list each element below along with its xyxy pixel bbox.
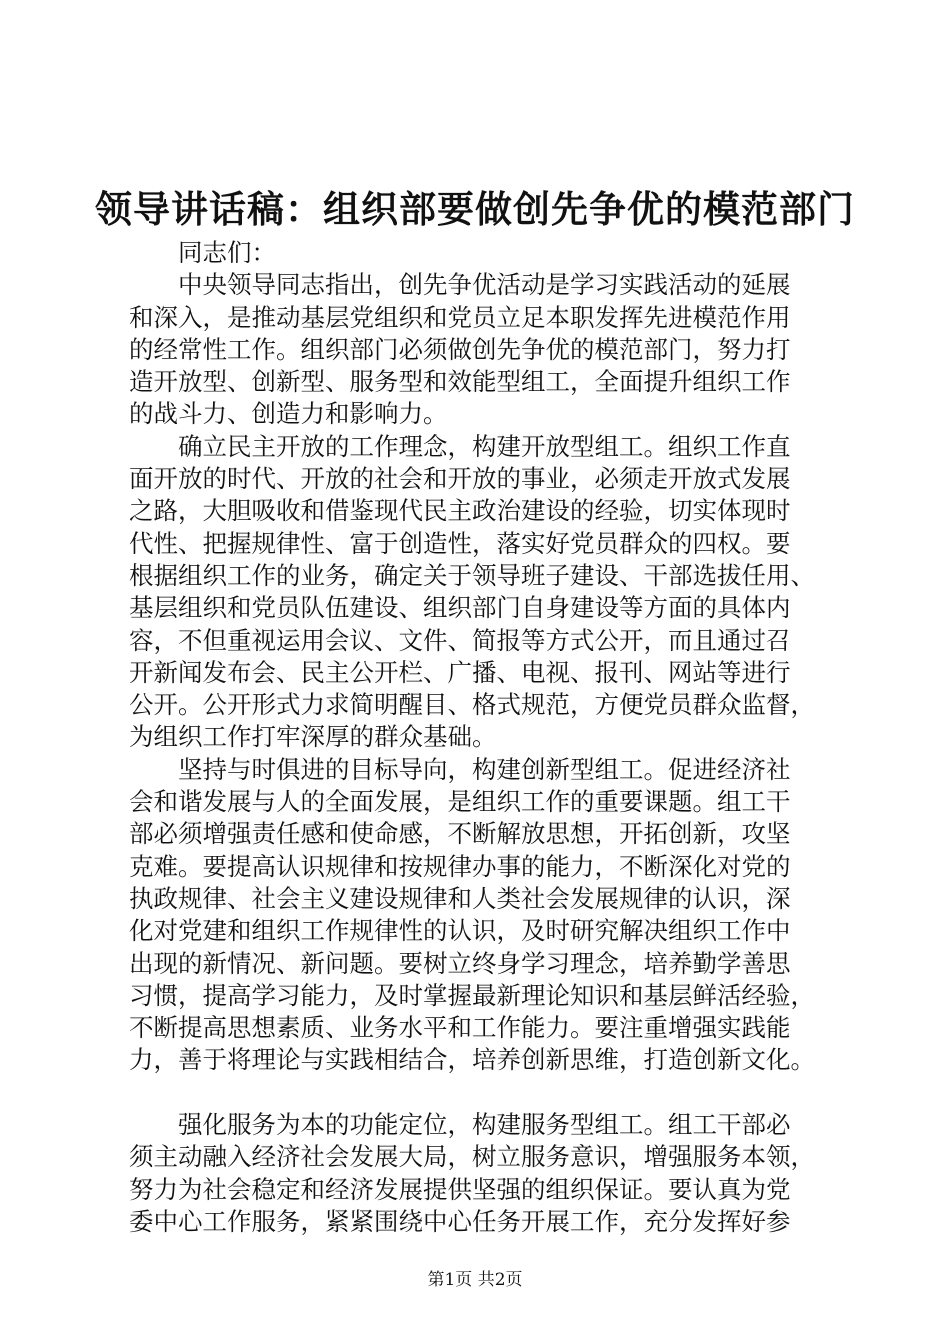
body-line: 努力为社会稳定和经济发展提供坚强的组织保证。要认真为党 (129, 1174, 791, 1204)
body-line: 公开。公开形式力求简明醒目、格式规范，方便党员群众监督， (129, 690, 815, 720)
body-line: 容，不但重视运用会议、文件、简报等方式公开，而且通过召 (129, 625, 791, 655)
body-line: 强化服务为本的功能定位，构建服务型组工。组工干部必 (129, 1110, 791, 1140)
body-line: 习惯，提高学习能力，及时掌握最新理论知识和基层鲜活经验， (129, 980, 815, 1010)
body-line: 部必须增强责任感和使命感，不断解放思想，开拓创新，攻坚 (129, 819, 791, 849)
body-line: 力，善于将理论与实践相结合，培养创新思维，打造创新文化。 (129, 1045, 815, 1075)
body-line: 开新闻发布会、民主公开栏、广播、电视、报刊、网站等进行 (129, 657, 791, 687)
document-title: 领导讲话稿：组织部要做创先争优的模范部门 (95, 187, 855, 231)
body-line: 出现的新情况、新问题。要树立终身学习理念，培养勤学善思 (129, 948, 791, 978)
body-line: 坚持与时俱进的目标导向，构建创新型组工。促进经济社 (129, 754, 791, 784)
page-footer: 第1页 共2页 (427, 1270, 523, 1290)
body-line: 造开放型、创新型、服务型和效能型组工，全面提升组织工作 (129, 367, 791, 397)
body-line: 同志们： (129, 238, 276, 267)
body-line: 不断提高思想素质、业务水平和工作能力。要注重增强实践能 (129, 1013, 791, 1043)
body-line: 须主动融入经济社会发展大局，树立服务意识，增强服务本领， (129, 1142, 815, 1172)
body-line: 会和谐发展与人的全面发展，是组织工作的重要课题。组工干 (129, 787, 791, 817)
body-line: 化对党建和组织工作规律性的认识，及时研究解决组织工作中 (129, 916, 791, 946)
body-line: 根据组织工作的业务，确定关于领导班子建设、干部选拔任用、 (129, 560, 815, 590)
document-body (129, 237, 851, 1238)
body-line: 的经常性工作。组织部门必须做创先争优的模范部门，努力打 (129, 334, 791, 364)
body-line: 委中心工作服务，紧紧围绕中心任务开展工作，充分发挥好参 (129, 1206, 791, 1236)
body-line: 确立民主开放的工作理念，构建开放型组工。组织工作直 (129, 431, 791, 461)
body-line: 的战斗力、创造力和影响力。 (129, 399, 448, 429)
body-line: 为组织工作打牢深厚的群众基础。 (129, 722, 497, 752)
body-line: 和深入，是推动基层党组织和党员立足本职发挥先进模范作用 (129, 302, 791, 332)
body-line (129, 1077, 851, 1109)
body-line: 之路，大胆吸收和借鉴现代民主政治建设的经验，切实体现时 (129, 496, 791, 526)
body-line: 代性、把握规律性、富于创造性，落实好党员群众的四权。要 (129, 528, 791, 558)
body-line: 基层组织和党员队伍建设、组织部门自身建设等方面的具体内 (129, 593, 791, 623)
body-line: 执政规律、社会主义建设规律和人类社会发展规律的认识，深 (129, 883, 791, 913)
body-line: 面开放的时代、开放的社会和开放的事业，必须走开放式发展 (129, 464, 791, 494)
body-line: 中央领导同志指出，创先争优活动是学习实践活动的延展 (129, 270, 791, 300)
body-line: 克难。要提高认识规律和按规律办事的能力，不断深化对党的 (129, 851, 791, 881)
